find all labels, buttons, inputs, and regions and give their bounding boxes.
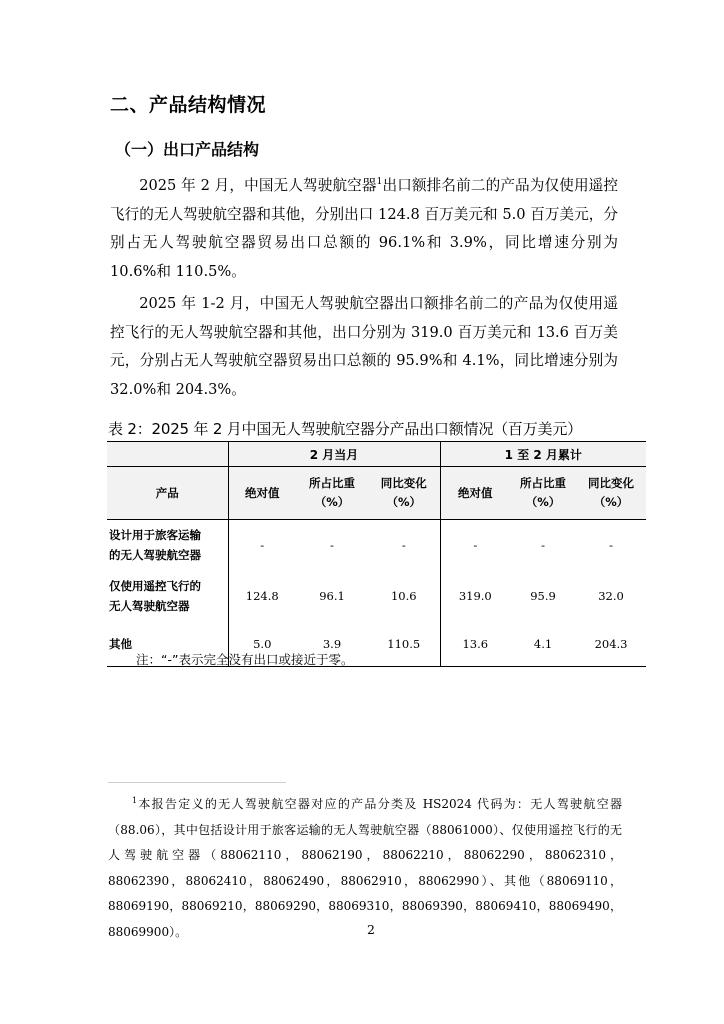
table-cell: 4.1 bbox=[510, 622, 576, 667]
footnote-divider bbox=[108, 782, 286, 783]
table-cell: 95.9 bbox=[530, 589, 556, 603]
row-label: 其他 bbox=[107, 622, 228, 667]
paragraph-1 bbox=[110, 172, 618, 286]
paragraph-1-part-b: 出口额排名前二的产品为仅使用遥控飞行的无人驾驶航空器和其他，分别出口 124.8 百万美元和 5.0 百万美元，分别占无人驾驶航空器贸易出口总额的 96.1%和 3.9%，同比增速分别为 10.6%和 110.5%。 bbox=[110, 177, 618, 280]
table-row bbox=[107, 570, 646, 622]
sub-header: 绝对值 bbox=[440, 467, 510, 520]
sub-header: 同比变化 （%） bbox=[576, 467, 646, 520]
sub-header: 所占比重 （%） bbox=[510, 467, 576, 520]
product-header: 产品 bbox=[107, 467, 228, 520]
row-label: 设计用于旅客运输 的无人驾驶航空器 bbox=[109, 528, 201, 562]
table-cell: - bbox=[228, 520, 296, 571]
table-sub-header-row bbox=[107, 467, 646, 520]
export-table bbox=[107, 441, 646, 667]
table-group-header-row bbox=[107, 442, 646, 467]
table-cell: 3.9 bbox=[296, 622, 368, 667]
table-cell: 110.5 bbox=[368, 622, 440, 667]
row-label: 仅使用遥控飞行的 无人驾驶航空器 bbox=[109, 579, 201, 613]
subsection-heading: （一）出口产品结构 bbox=[115, 140, 260, 159]
table-cell: 10.6 bbox=[390, 589, 417, 603]
group-header-cumulative: 1 至 2 月累计 bbox=[440, 442, 646, 467]
group-header-month: 2 月当月 bbox=[228, 442, 440, 467]
footnote-text: 本报告定义的无人驾驶航空器对应的产品分类及 HS2024 代码为：无人驾驶航空器（88.06），其中包括设计用于旅客运输的无人驾驶航空器（88061000）、仅使用遥控飞行的无人驾驶航空器（88062110，88062190，88062210，88062290，88062310，88062390，88062410，88062490，88062910，88062990）、其他（88069110，88069190，88069210，88069290，88069310，88069390，88069410，88069490，88069900）。 bbox=[108, 797, 622, 939]
table-cell: - bbox=[609, 538, 613, 552]
page-number: 2 bbox=[367, 922, 375, 937]
table-cell: 96.1 bbox=[319, 589, 345, 603]
table-cell: 13.6 bbox=[440, 622, 510, 667]
table-cell: 32.0 bbox=[598, 589, 624, 603]
section-heading: 二、产品结构情况 bbox=[110, 94, 267, 116]
table-note: 注：“-”表示完全没有出口或接近于零。 bbox=[136, 652, 354, 667]
paragraph-2: 2025 年 1-2 月，中国无人驾驶航空器出口额排名前二的产品为仅使用遥控飞行的无人驾驶航空器和其他，出口分别为 319.0 百万美元和 13.6 百万美元，分别占无人驾驶航空器贸易出口总额的 95.9%和 4.1%，同比增速分别为 32.0%和 204.3%。 bbox=[110, 295, 618, 398]
table-cell: - bbox=[541, 538, 545, 552]
table-cell: - bbox=[330, 538, 334, 552]
table-cell: - bbox=[401, 538, 406, 552]
footnote-ref[interactable]: 1 bbox=[376, 177, 383, 188]
table-cell: - bbox=[440, 520, 510, 571]
table-cell: 5.0 bbox=[228, 622, 296, 667]
sub-header: 所占比重 （%） bbox=[296, 467, 368, 520]
table-cell: 319.0 bbox=[440, 570, 510, 622]
table-row bbox=[107, 520, 646, 571]
table-cell: 124.8 bbox=[228, 570, 296, 622]
footnote-marker: 1 bbox=[132, 796, 138, 805]
sub-header: 同比变化 （%） bbox=[368, 467, 440, 520]
table-cell: 204.3 bbox=[576, 622, 646, 667]
table-header-blank bbox=[107, 442, 228, 467]
table-caption: 表 2：2025 年 2 月中国无人驾驶航空器分产品出口额情况（百万美元） bbox=[108, 420, 582, 438]
sub-header: 绝对值 bbox=[228, 467, 296, 520]
paragraph-1-part-a: 2025 年 2 月，中国无人驾驶航空器 bbox=[139, 177, 377, 194]
